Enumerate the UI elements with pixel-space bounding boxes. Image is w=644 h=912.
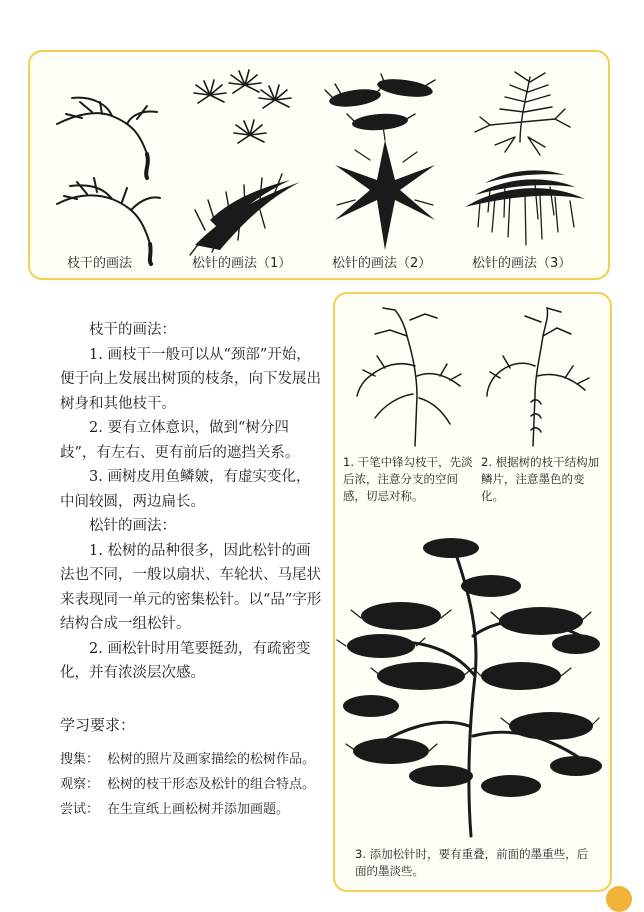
full-pine-tree-icon (341, 526, 603, 836)
branch-point-1: 1. 画枝干一般可以从“颈部”开始，便于向上发展出树顶的枝条，向下发展出树身和其他枝干。 (60, 346, 321, 412)
branch-point-2: 2. 要有立体意识，做到“树分四歧”，有左右、更有前后的遮挡关系。 (60, 420, 300, 461)
main-text-block (60, 318, 322, 686)
learning-label: 搜集： (60, 752, 100, 767)
learning-text: 松树的照片及画家描绘的松树作品。 (107, 752, 316, 767)
learning-item-collect (60, 748, 315, 767)
horsetail-needle-cluster-icon (460, 67, 590, 257)
caption-needle-method-2: 松针的画法（2） (332, 256, 432, 271)
needle-point-1: 1. 松树的品种很多，因此松针的画法也不同，一般以扇状、车轮状、马尾状来表现同一单元的密集松针。以“品”字形结构合成一组松针。 (60, 542, 322, 632)
learning-label: 观察： (60, 777, 100, 792)
caption-needle-method-1: 松针的画法（1） (192, 256, 292, 271)
tree-outline-icon (355, 306, 465, 446)
learning-item-try (60, 798, 289, 817)
needle-heading: 松针的画法： (89, 518, 176, 534)
step1-caption: 1. 干笔中锋勾枝干，先淡后浓，注意分支的空间感，切忌对称。 (343, 455, 473, 503)
right-steps-panel (333, 292, 612, 892)
learning-heading: 学习要求： (60, 716, 136, 734)
step3-caption: 3. 添加松针时，要有重叠，前面的墨重些，后面的墨淡些。 (355, 847, 589, 878)
top-illustration-panel (28, 50, 610, 280)
caption-branch-method: 枝干的画法 (67, 256, 133, 271)
learning-item-observe (60, 773, 315, 792)
learning-text: 在生宣纸上画松树并添加画题。 (107, 802, 290, 817)
learning-text: 松树的枝干形态及松针的组合特点。 (107, 777, 316, 792)
bare-branch-icon (52, 74, 162, 264)
tree-scales-icon (485, 306, 595, 446)
learning-label: 尝试： (60, 802, 100, 817)
step2-caption: 2. 根据树的枝干结构加鳞片，注意墨色的变化。 (481, 455, 600, 503)
page-corner-marker (606, 886, 632, 912)
wheel-needle-cluster-icon (325, 70, 445, 260)
branch-heading: 枝干的画法： (89, 322, 176, 338)
branch-point-3: 3. 画树皮用鱼鳞皴，有虚实变化，中间较圆，两边扁长。 (60, 469, 311, 510)
fan-needle-cluster-icon (190, 70, 310, 260)
needle-point-2: 2. 画松针时用笔要挺劲，有疏密变化，并有浓淡层次感。 (60, 640, 311, 681)
caption-needle-method-3: 松针的画法（3） (472, 256, 572, 271)
